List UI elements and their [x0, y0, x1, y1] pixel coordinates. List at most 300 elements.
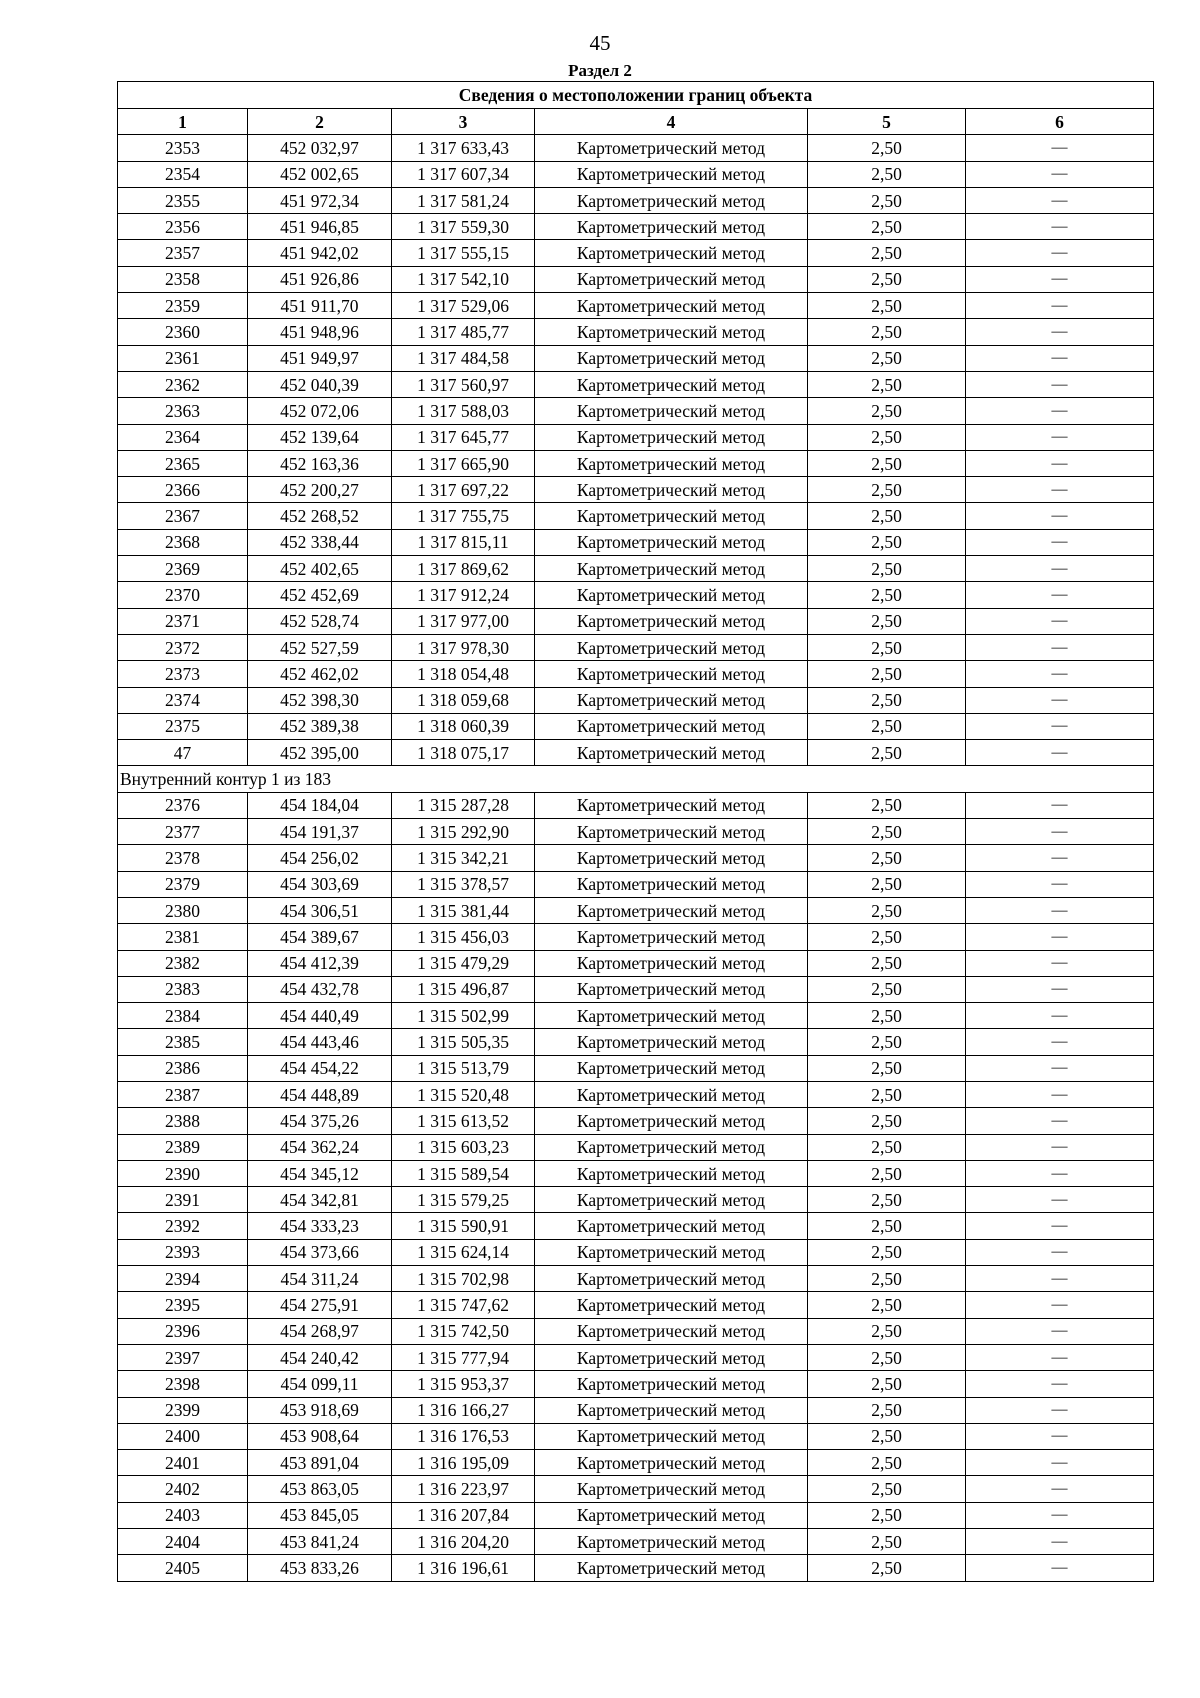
- table-cell: Картометрический метод: [535, 1134, 808, 1160]
- table-cell: —: [966, 345, 1154, 371]
- table-cell: 47: [118, 740, 248, 766]
- table-cell: 1 318 059,68: [392, 687, 535, 713]
- table-cell: 2376: [118, 792, 248, 818]
- table-cell: Картометрический метод: [535, 1423, 808, 1449]
- table-cell: 1 318 054,48: [392, 661, 535, 687]
- table-cell: 2,50: [808, 1555, 966, 1581]
- table-cell: Картометрический метод: [535, 398, 808, 424]
- table-row: [118, 556, 1154, 582]
- table-cell: 1 315 702,98: [392, 1266, 535, 1292]
- column-header: 4: [535, 109, 808, 135]
- table-cell: 2,50: [808, 398, 966, 424]
- table-cell: 454 448,89: [248, 1081, 392, 1107]
- table-cell: 2,50: [808, 1292, 966, 1318]
- table-row: [118, 1029, 1154, 1055]
- table-cell: 1 317 869,62: [392, 556, 535, 582]
- table-cell: 2,50: [808, 1003, 966, 1029]
- table-cell: 2390: [118, 1160, 248, 1186]
- table-cell: 2379: [118, 871, 248, 897]
- table-cell: 452 527,59: [248, 634, 392, 660]
- table-cell: Картометрический метод: [535, 1029, 808, 1055]
- table-cell: Картометрический метод: [535, 608, 808, 634]
- table-cell: 454 240,42: [248, 1344, 392, 1370]
- table-cell: 2,50: [808, 1055, 966, 1081]
- table-cell: 454 389,67: [248, 924, 392, 950]
- table-cell: 2357: [118, 240, 248, 266]
- table-cell: 1 315 496,87: [392, 976, 535, 1002]
- table-cell: 454 373,66: [248, 1239, 392, 1265]
- table-cell: Картометрический метод: [535, 976, 808, 1002]
- section-title: Раздел 2: [568, 61, 632, 80]
- table-cell: —: [966, 1371, 1154, 1397]
- table-cell: Картометрический метод: [535, 1292, 808, 1318]
- table-row: [118, 740, 1154, 766]
- table-cell: 2,50: [808, 976, 966, 1002]
- table-cell: 2,50: [808, 1081, 966, 1107]
- table-cell: —: [966, 1239, 1154, 1265]
- table-cell: Картометрический метод: [535, 135, 808, 161]
- table-cell: 2,50: [808, 503, 966, 529]
- table-cell: 1 317 607,34: [392, 161, 535, 187]
- table-cell: 454 443,46: [248, 1029, 392, 1055]
- table-cell: 2,50: [808, 1529, 966, 1555]
- table-cell: Картометрический метод: [535, 477, 808, 503]
- table-cell: Картометрический метод: [535, 819, 808, 845]
- table-cell: Картометрический метод: [535, 897, 808, 923]
- table-cell: Картометрический метод: [535, 713, 808, 739]
- table-cell: 1 315 381,44: [392, 897, 535, 923]
- table-cell: 454 268,97: [248, 1318, 392, 1344]
- table-cell: 2,50: [808, 740, 966, 766]
- column-header: 1: [118, 109, 248, 135]
- table-cell: 1 316 204,20: [392, 1529, 535, 1555]
- table-cell: —: [966, 319, 1154, 345]
- table-cell: 2400: [118, 1423, 248, 1449]
- table-cell: 1 317 529,06: [392, 293, 535, 319]
- table-cell: 2,50: [808, 1134, 966, 1160]
- table-cell: —: [966, 371, 1154, 397]
- table-cell: Картометрический метод: [535, 1529, 808, 1555]
- table-cell: 1 315 589,54: [392, 1160, 535, 1186]
- table-cell: —: [966, 1344, 1154, 1370]
- table-cell: 2369: [118, 556, 248, 582]
- table-cell: Картометрический метод: [535, 661, 808, 687]
- table-cell: Картометрический метод: [535, 792, 808, 818]
- table-cell: 451 972,34: [248, 187, 392, 213]
- table-cell: 2,50: [808, 477, 966, 503]
- table-cell: Картометрический метод: [535, 924, 808, 950]
- table-cell: 2363: [118, 398, 248, 424]
- table-cell: Картометрический метод: [535, 1266, 808, 1292]
- table-cell: 2391: [118, 1187, 248, 1213]
- table-row: [118, 345, 1154, 371]
- table-cell: 454 432,78: [248, 976, 392, 1002]
- table-row: [118, 608, 1154, 634]
- table-cell: 2,50: [808, 1266, 966, 1292]
- table-cell: 2368: [118, 529, 248, 555]
- table-cell: —: [966, 1502, 1154, 1528]
- table-cell: Картометрический метод: [535, 214, 808, 240]
- table-cell: —: [966, 1555, 1154, 1581]
- table-cell: 451 942,02: [248, 240, 392, 266]
- table-cell: 454 184,04: [248, 792, 392, 818]
- table-cell: 1 317 645,77: [392, 424, 535, 450]
- table-cell: —: [966, 687, 1154, 713]
- table-cell: 2395: [118, 1292, 248, 1318]
- table-cell: 1 315 287,28: [392, 792, 535, 818]
- table-cell: 2,50: [808, 293, 966, 319]
- table-cell: 2,50: [808, 187, 966, 213]
- table-cell: 2,50: [808, 1318, 966, 1344]
- table-cell: —: [966, 424, 1154, 450]
- table-cell: 2371: [118, 608, 248, 634]
- table-cell: 1 317 560,97: [392, 371, 535, 397]
- table-cell: Картометрический метод: [535, 293, 808, 319]
- table-row: [118, 371, 1154, 397]
- table-row: [118, 1555, 1154, 1581]
- table-cell: 454 454,22: [248, 1055, 392, 1081]
- table-cell: —: [966, 1292, 1154, 1318]
- table-cell: 2,50: [808, 1397, 966, 1423]
- table-row: [118, 135, 1154, 161]
- table-cell: 2356: [118, 214, 248, 240]
- table-cell: 452 032,97: [248, 135, 392, 161]
- table-cell: 454 256,02: [248, 845, 392, 871]
- table-cell: —: [966, 293, 1154, 319]
- table-cell: 1 317 555,15: [392, 240, 535, 266]
- table-cell: 2362: [118, 371, 248, 397]
- table-cell: 1 315 479,29: [392, 950, 535, 976]
- table-row: [118, 1055, 1154, 1081]
- table-cell: 1 315 378,57: [392, 871, 535, 897]
- table-cell: 1 317 559,30: [392, 214, 535, 240]
- table-cell: 2387: [118, 1081, 248, 1107]
- table-cell: Картометрический метод: [535, 266, 808, 292]
- table-row: [118, 161, 1154, 187]
- table-row: [118, 582, 1154, 608]
- table-cell: 1 318 060,39: [392, 713, 535, 739]
- table-cell: 2384: [118, 1003, 248, 1029]
- table-cell: 453 908,64: [248, 1423, 392, 1449]
- table-row: [118, 819, 1154, 845]
- table-cell: 2,50: [808, 1160, 966, 1186]
- table-cell: 2,50: [808, 556, 966, 582]
- table-cell: —: [966, 1055, 1154, 1081]
- table-row: [118, 1160, 1154, 1186]
- table-cell: 1 315 603,23: [392, 1134, 535, 1160]
- contour-section: [118, 766, 1154, 792]
- table-cell: 452 139,64: [248, 424, 392, 450]
- table-cell: —: [966, 1423, 1154, 1449]
- table-row: [118, 1371, 1154, 1397]
- table-row: [118, 634, 1154, 660]
- table-cell: 453 833,26: [248, 1555, 392, 1581]
- table-cell: —: [966, 1213, 1154, 1239]
- table-cell: —: [966, 1529, 1154, 1555]
- table-row: [118, 1213, 1154, 1239]
- table-cell: 1 316 176,53: [392, 1423, 535, 1449]
- table-cell: 1 316 196,61: [392, 1555, 535, 1581]
- table-cell: 2,50: [808, 634, 966, 660]
- table-cell: Картометрический метод: [535, 450, 808, 476]
- table-cell: Картометрический метод: [535, 424, 808, 450]
- table-cell: 2385: [118, 1029, 248, 1055]
- table-cell: 2,50: [808, 1502, 966, 1528]
- table-row: [118, 924, 1154, 950]
- table-cell: 2,50: [808, 529, 966, 555]
- table-cell: 454 306,51: [248, 897, 392, 923]
- table-cell: 453 891,04: [248, 1450, 392, 1476]
- table-cell: Картометрический метод: [535, 1318, 808, 1344]
- table-cell: Картометрический метод: [535, 1213, 808, 1239]
- table-cell: Картометрический метод: [535, 345, 808, 371]
- table-cell: 451 911,70: [248, 293, 392, 319]
- table-row: [118, 503, 1154, 529]
- table-cell: 2,50: [808, 845, 966, 871]
- table-row: [118, 661, 1154, 687]
- column-header: 2: [248, 109, 392, 135]
- table-cell: 1 317 633,43: [392, 135, 535, 161]
- table-cell: —: [966, 976, 1154, 1002]
- table-cell: 2382: [118, 950, 248, 976]
- table-cell: 2359: [118, 293, 248, 319]
- table-cell: 454 362,24: [248, 1134, 392, 1160]
- table-cell: 2401: [118, 1450, 248, 1476]
- table-cell: 2375: [118, 713, 248, 739]
- table-cell: Картометрический метод: [535, 1187, 808, 1213]
- table-row: [118, 1423, 1154, 1449]
- table-cell: 2365: [118, 450, 248, 476]
- table-cell: 452 462,02: [248, 661, 392, 687]
- table-cell: —: [966, 792, 1154, 818]
- table-cell: 2,50: [808, 950, 966, 976]
- table-cell: 454 342,81: [248, 1187, 392, 1213]
- column-header: 6: [966, 109, 1154, 135]
- table-cell: 454 303,69: [248, 871, 392, 897]
- table-cell: Картометрический метод: [535, 371, 808, 397]
- table-cell: 2,50: [808, 713, 966, 739]
- table-cell: 2404: [118, 1529, 248, 1555]
- table-cell: 451 948,96: [248, 319, 392, 345]
- table-cell: 2403: [118, 1502, 248, 1528]
- table-cell: 2388: [118, 1108, 248, 1134]
- table-cell: 2,50: [808, 1187, 966, 1213]
- table-cell: Картометрический метод: [535, 1476, 808, 1502]
- table-cell: 2381: [118, 924, 248, 950]
- table-cell: —: [966, 582, 1154, 608]
- table-cell: Картометрический метод: [535, 1055, 808, 1081]
- table-cell: 2374: [118, 687, 248, 713]
- table-cell: 2,50: [808, 1423, 966, 1449]
- table-cell: 2358: [118, 266, 248, 292]
- table-cell: Картометрический метод: [535, 1344, 808, 1370]
- table-cell: 1 315 513,79: [392, 1055, 535, 1081]
- table-cell: —: [966, 1108, 1154, 1134]
- table-cell: 2,50: [808, 319, 966, 345]
- table-cell: —: [966, 135, 1154, 161]
- table-cell: —: [966, 1134, 1154, 1160]
- table-cell: 2353: [118, 135, 248, 161]
- table-cell: 2,50: [808, 871, 966, 897]
- table-cell: 454 311,24: [248, 1266, 392, 1292]
- table-row: [118, 1239, 1154, 1265]
- table-cell: 1 316 223,97: [392, 1476, 535, 1502]
- table-cell: —: [966, 1476, 1154, 1502]
- table-cell: 2355: [118, 187, 248, 213]
- table-cell: 2,50: [808, 1213, 966, 1239]
- table-row: [118, 266, 1154, 292]
- table-cell: —: [966, 1160, 1154, 1186]
- table-row: [118, 713, 1154, 739]
- table-cell: 1 317 485,77: [392, 319, 535, 345]
- table-cell: 2402: [118, 1476, 248, 1502]
- table-cell: 452 268,52: [248, 503, 392, 529]
- table-cell: 2370: [118, 582, 248, 608]
- table-row: [118, 976, 1154, 1002]
- table-cell: 1 315 624,14: [392, 1239, 535, 1265]
- table-cell: 2,50: [808, 924, 966, 950]
- table-cell: —: [966, 713, 1154, 739]
- table-cell: 2393: [118, 1239, 248, 1265]
- table-cell: 453 918,69: [248, 1397, 392, 1423]
- table-row: [118, 1003, 1154, 1029]
- table-cell: 2,50: [808, 1344, 966, 1370]
- table-cell: Картометрический метод: [535, 950, 808, 976]
- table-cell: 452 398,30: [248, 687, 392, 713]
- table-cell: —: [966, 187, 1154, 213]
- table-row: [118, 687, 1154, 713]
- table-cell: Картометрический метод: [535, 1239, 808, 1265]
- table-cell: 2405: [118, 1555, 248, 1581]
- table-cell: —: [966, 819, 1154, 845]
- inner-contour-rows: [118, 792, 1154, 1581]
- table-cell: —: [966, 924, 1154, 950]
- table-cell: 1 315 292,90: [392, 819, 535, 845]
- contour-label: Внутренний контур 1 из 183: [118, 766, 1154, 792]
- table-cell: Картометрический метод: [535, 1081, 808, 1107]
- table-cell: 454 375,26: [248, 1108, 392, 1134]
- table-cell: 1 315 777,94: [392, 1344, 535, 1370]
- table-row: [118, 845, 1154, 871]
- table-cell: 454 333,23: [248, 1213, 392, 1239]
- table-cell: 2392: [118, 1213, 248, 1239]
- table-cell: —: [966, 214, 1154, 240]
- table-cell: 2389: [118, 1134, 248, 1160]
- table-cell: 1 315 747,62: [392, 1292, 535, 1318]
- table-row: [118, 1450, 1154, 1476]
- table-cell: —: [966, 266, 1154, 292]
- table-cell: 1 315 613,52: [392, 1108, 535, 1134]
- table-cell: 2377: [118, 819, 248, 845]
- table-cell: Картометрический метод: [535, 687, 808, 713]
- table-row: [118, 897, 1154, 923]
- table-cell: —: [966, 740, 1154, 766]
- table-cell: 451 946,85: [248, 214, 392, 240]
- table-cell: 454 275,91: [248, 1292, 392, 1318]
- table-row: [118, 1266, 1154, 1292]
- table-cell: 453 845,05: [248, 1502, 392, 1528]
- table-cell: Картометрический метод: [535, 529, 808, 555]
- table-cell: 453 841,24: [248, 1529, 392, 1555]
- table-cell: Картометрический метод: [535, 1397, 808, 1423]
- table-cell: 2,50: [808, 687, 966, 713]
- table-row: [118, 450, 1154, 476]
- table-cell: 454 440,49: [248, 1003, 392, 1029]
- table-cell: 1 317 977,00: [392, 608, 535, 634]
- table-cell: 1 317 581,24: [392, 187, 535, 213]
- table-row: [118, 1344, 1154, 1370]
- table-cell: 452 338,44: [248, 529, 392, 555]
- table-row: [118, 214, 1154, 240]
- table-cell: 2,50: [808, 1371, 966, 1397]
- table-cell: —: [966, 661, 1154, 687]
- table-row: [118, 1397, 1154, 1423]
- table-cell: 2360: [118, 319, 248, 345]
- table-cell: —: [966, 529, 1154, 555]
- table-cell: —: [966, 450, 1154, 476]
- table-cell: Картометрический метод: [535, 1502, 808, 1528]
- table-row: [118, 398, 1154, 424]
- table-cell: 1 317 665,90: [392, 450, 535, 476]
- table-row: [118, 1108, 1154, 1134]
- table-cell: 2366: [118, 477, 248, 503]
- table-cell: 2397: [118, 1344, 248, 1370]
- table-cell: 2,50: [808, 240, 966, 266]
- boundary-coordinates-table: [117, 81, 1154, 1582]
- table-cell: 2396: [118, 1318, 248, 1344]
- table-cell: 1 317 755,75: [392, 503, 535, 529]
- table-cell: —: [966, 634, 1154, 660]
- table-cell: Картометрический метод: [535, 503, 808, 529]
- table-cell: Картометрический метод: [535, 1555, 808, 1581]
- table-cell: 2,50: [808, 214, 966, 240]
- table-cell: —: [966, 897, 1154, 923]
- table-cell: 1 315 953,37: [392, 1371, 535, 1397]
- table-cell: 1 317 978,30: [392, 634, 535, 660]
- table-cell: 2,50: [808, 897, 966, 923]
- table-cell: Картометрический метод: [535, 187, 808, 213]
- table-cell: 2,50: [808, 135, 966, 161]
- table-cell: 2,50: [808, 424, 966, 450]
- table-cell: 1 317 542,10: [392, 266, 535, 292]
- table-cell: —: [966, 1450, 1154, 1476]
- table-cell: 453 863,05: [248, 1476, 392, 1502]
- table-cell: 2,50: [808, 266, 966, 292]
- table-cell: 1 315 590,91: [392, 1213, 535, 1239]
- table-row: [118, 950, 1154, 976]
- table-cell: 2,50: [808, 371, 966, 397]
- table-cell: 2364: [118, 424, 248, 450]
- table-cell: 2386: [118, 1055, 248, 1081]
- table-cell: —: [966, 871, 1154, 897]
- table-cell: —: [966, 1003, 1154, 1029]
- table-cell: 2,50: [808, 450, 966, 476]
- table-cell: —: [966, 556, 1154, 582]
- table-cell: 452 452,69: [248, 582, 392, 608]
- table-cell: Картометрический метод: [535, 1450, 808, 1476]
- table-cell: 452 200,27: [248, 477, 392, 503]
- table-row: [118, 240, 1154, 266]
- table-cell: 2394: [118, 1266, 248, 1292]
- table-cell: 2380: [118, 897, 248, 923]
- table-cell: 454 191,37: [248, 819, 392, 845]
- table-cell: —: [966, 161, 1154, 187]
- table-cell: 2398: [118, 1371, 248, 1397]
- table-cell: —: [966, 608, 1154, 634]
- table-cell: 2,50: [808, 1239, 966, 1265]
- table-cell: Картометрический метод: [535, 556, 808, 582]
- table-cell: Картометрический метод: [535, 871, 808, 897]
